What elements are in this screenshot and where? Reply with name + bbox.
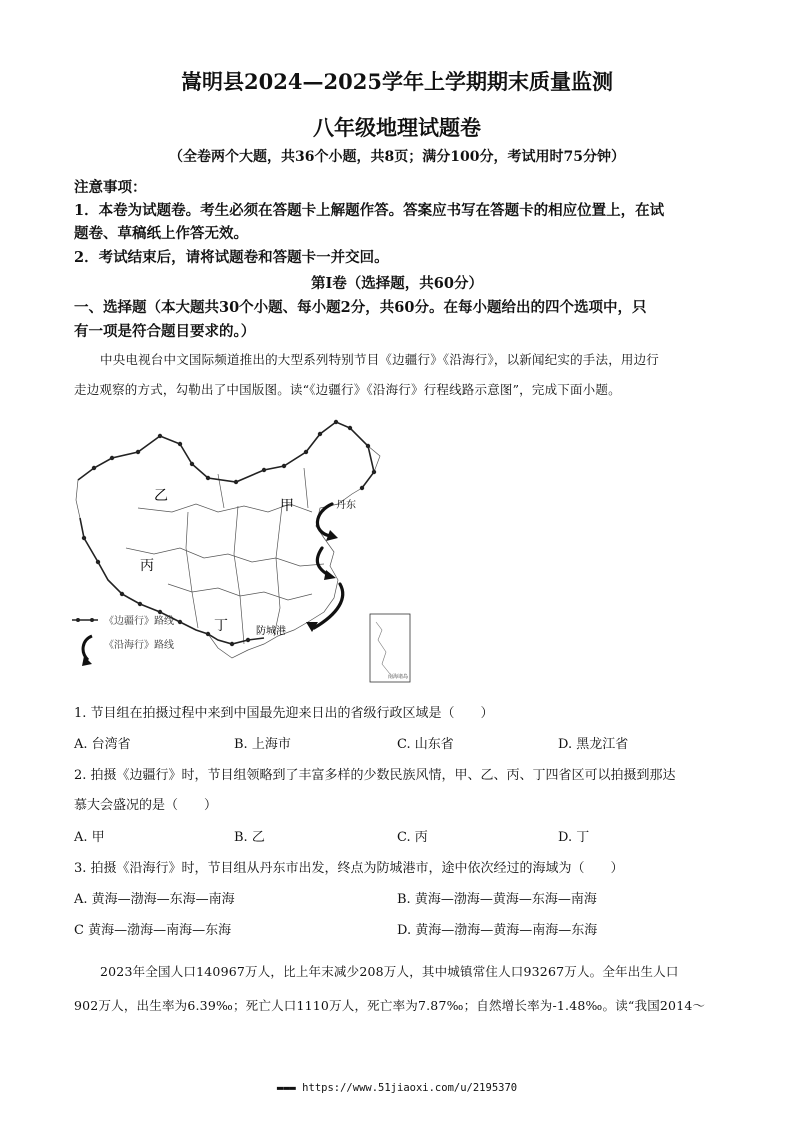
label-fangchenggang: 防城港 (256, 626, 286, 637)
intro-line1: 中央电视台中文国际频道推出的大型系列特别节目《边疆行》《沿海行》，以新闻纪实的手法，用边行 (100, 352, 660, 367)
question-2-option-c[interactable]: C. 丙 (397, 830, 428, 845)
question-1-option-d[interactable]: D. 黑龙江省 (558, 737, 629, 752)
notes-heading: 注意事项： (74, 179, 147, 196)
legend-coast: 《沿海行》路线 (104, 640, 174, 651)
part-heading-line1: 一、选择题（本大题共30个小题、每小题2分，共60分。在每小题给出的四个选项中，只 (74, 299, 647, 316)
question-1-option-c[interactable]: C. 山东省 (397, 737, 454, 752)
question-3-option-d[interactable]: D. 黄海—渤海—黄海—南海—东海 (397, 923, 598, 938)
notes-item1-line1: 1．本卷为试题卷。考生必须在答题卡上解题作答。答案应书写在答题卡的相应位置上，在试 (74, 202, 665, 219)
exam-title: 嵩明县2024—2025学年上学期期末质量监测 (181, 69, 613, 94)
section-title: 第Ⅰ卷（选择题，共60分） (311, 275, 483, 292)
question-3-option-c[interactable]: C 黄海—渤海—南海—东海 (74, 923, 232, 938)
notes-item1-line2: 题卷、草稿纸上作答无效。 (74, 225, 248, 242)
label-ding: 丁 (214, 618, 228, 634)
question-2-option-b[interactable]: B. 乙 (234, 830, 265, 845)
question-2-stem-line2: 慕大会盛况的是（ ） (74, 798, 218, 813)
label-yi: 乙 (154, 488, 168, 504)
label-bing: 丙 (140, 558, 154, 574)
part-heading-line2: 有一项是符合题目要求的。） (74, 323, 256, 340)
legend-border: 《边疆行》路线 (104, 616, 174, 627)
question-1-option-a[interactable]: A. 台湾省 (74, 737, 131, 752)
question-2-option-a[interactable]: A. 甲 (74, 830, 105, 845)
question-1-stem: 1. 节目组在拍摄过程中来到中国最先迎来日出的省级行政区域是（ ） (74, 706, 494, 721)
question-1-option-b[interactable]: B. 上海市 (234, 737, 291, 752)
question-3-option-a[interactable]: A. 黄海—渤海—东海—南海 (74, 892, 235, 907)
intro-line2: 走边观察的方式，勾勒出了中国版图。读“《边疆行》《沿海行》行程线路示意图”，完成下面小题。 (74, 382, 621, 397)
label-dandong: 丹东 (336, 500, 356, 511)
question-3-option-b[interactable]: B. 黄海—渤海—黄海—东海—南海 (397, 892, 597, 907)
route-map (68, 408, 414, 690)
notes-item2: 2．考试结束后，请将试题卷和答题卡一并交回。 (74, 249, 389, 266)
question-3-stem: 3. 拍摄《沿海行》时，节目组从丹东市出发，终点为防城港市，途中依次经过的海域为（ ） (74, 861, 624, 876)
footer-watermark: ▬▬▬ https://www.51jiaoxi.com/u/2195370 (276, 1082, 518, 1094)
label-jia: 甲 (280, 498, 294, 514)
population-line1: 2023年全国人口140967万人，比上年末减少208万人，其中城镇常住人口93267万人。全年出生人口 (100, 964, 679, 979)
exam-subtitle: 八年级地理试题卷 (313, 115, 481, 140)
map-legend (72, 614, 174, 666)
question-2-option-d[interactable]: D. 丁 (558, 830, 590, 845)
inset-label: 南海诸岛 (388, 674, 409, 680)
question-2-stem-line1: 2. 拍摄《边疆行》时，节目组领略到了丰富多样的少数民族风情，甲、乙、丙、丁四省区可以拍摄到那达 (74, 768, 676, 783)
exam-info: （全卷两个大题，共36个小题，共8页；满分100分，考试用时75分钟） (169, 149, 625, 165)
population-line2: 902万人，出生率为6.39‰；死亡人口1110万人，死亡率为7.87‰；自然增长率为-1.48‰。读“我国2014～ (74, 998, 706, 1013)
